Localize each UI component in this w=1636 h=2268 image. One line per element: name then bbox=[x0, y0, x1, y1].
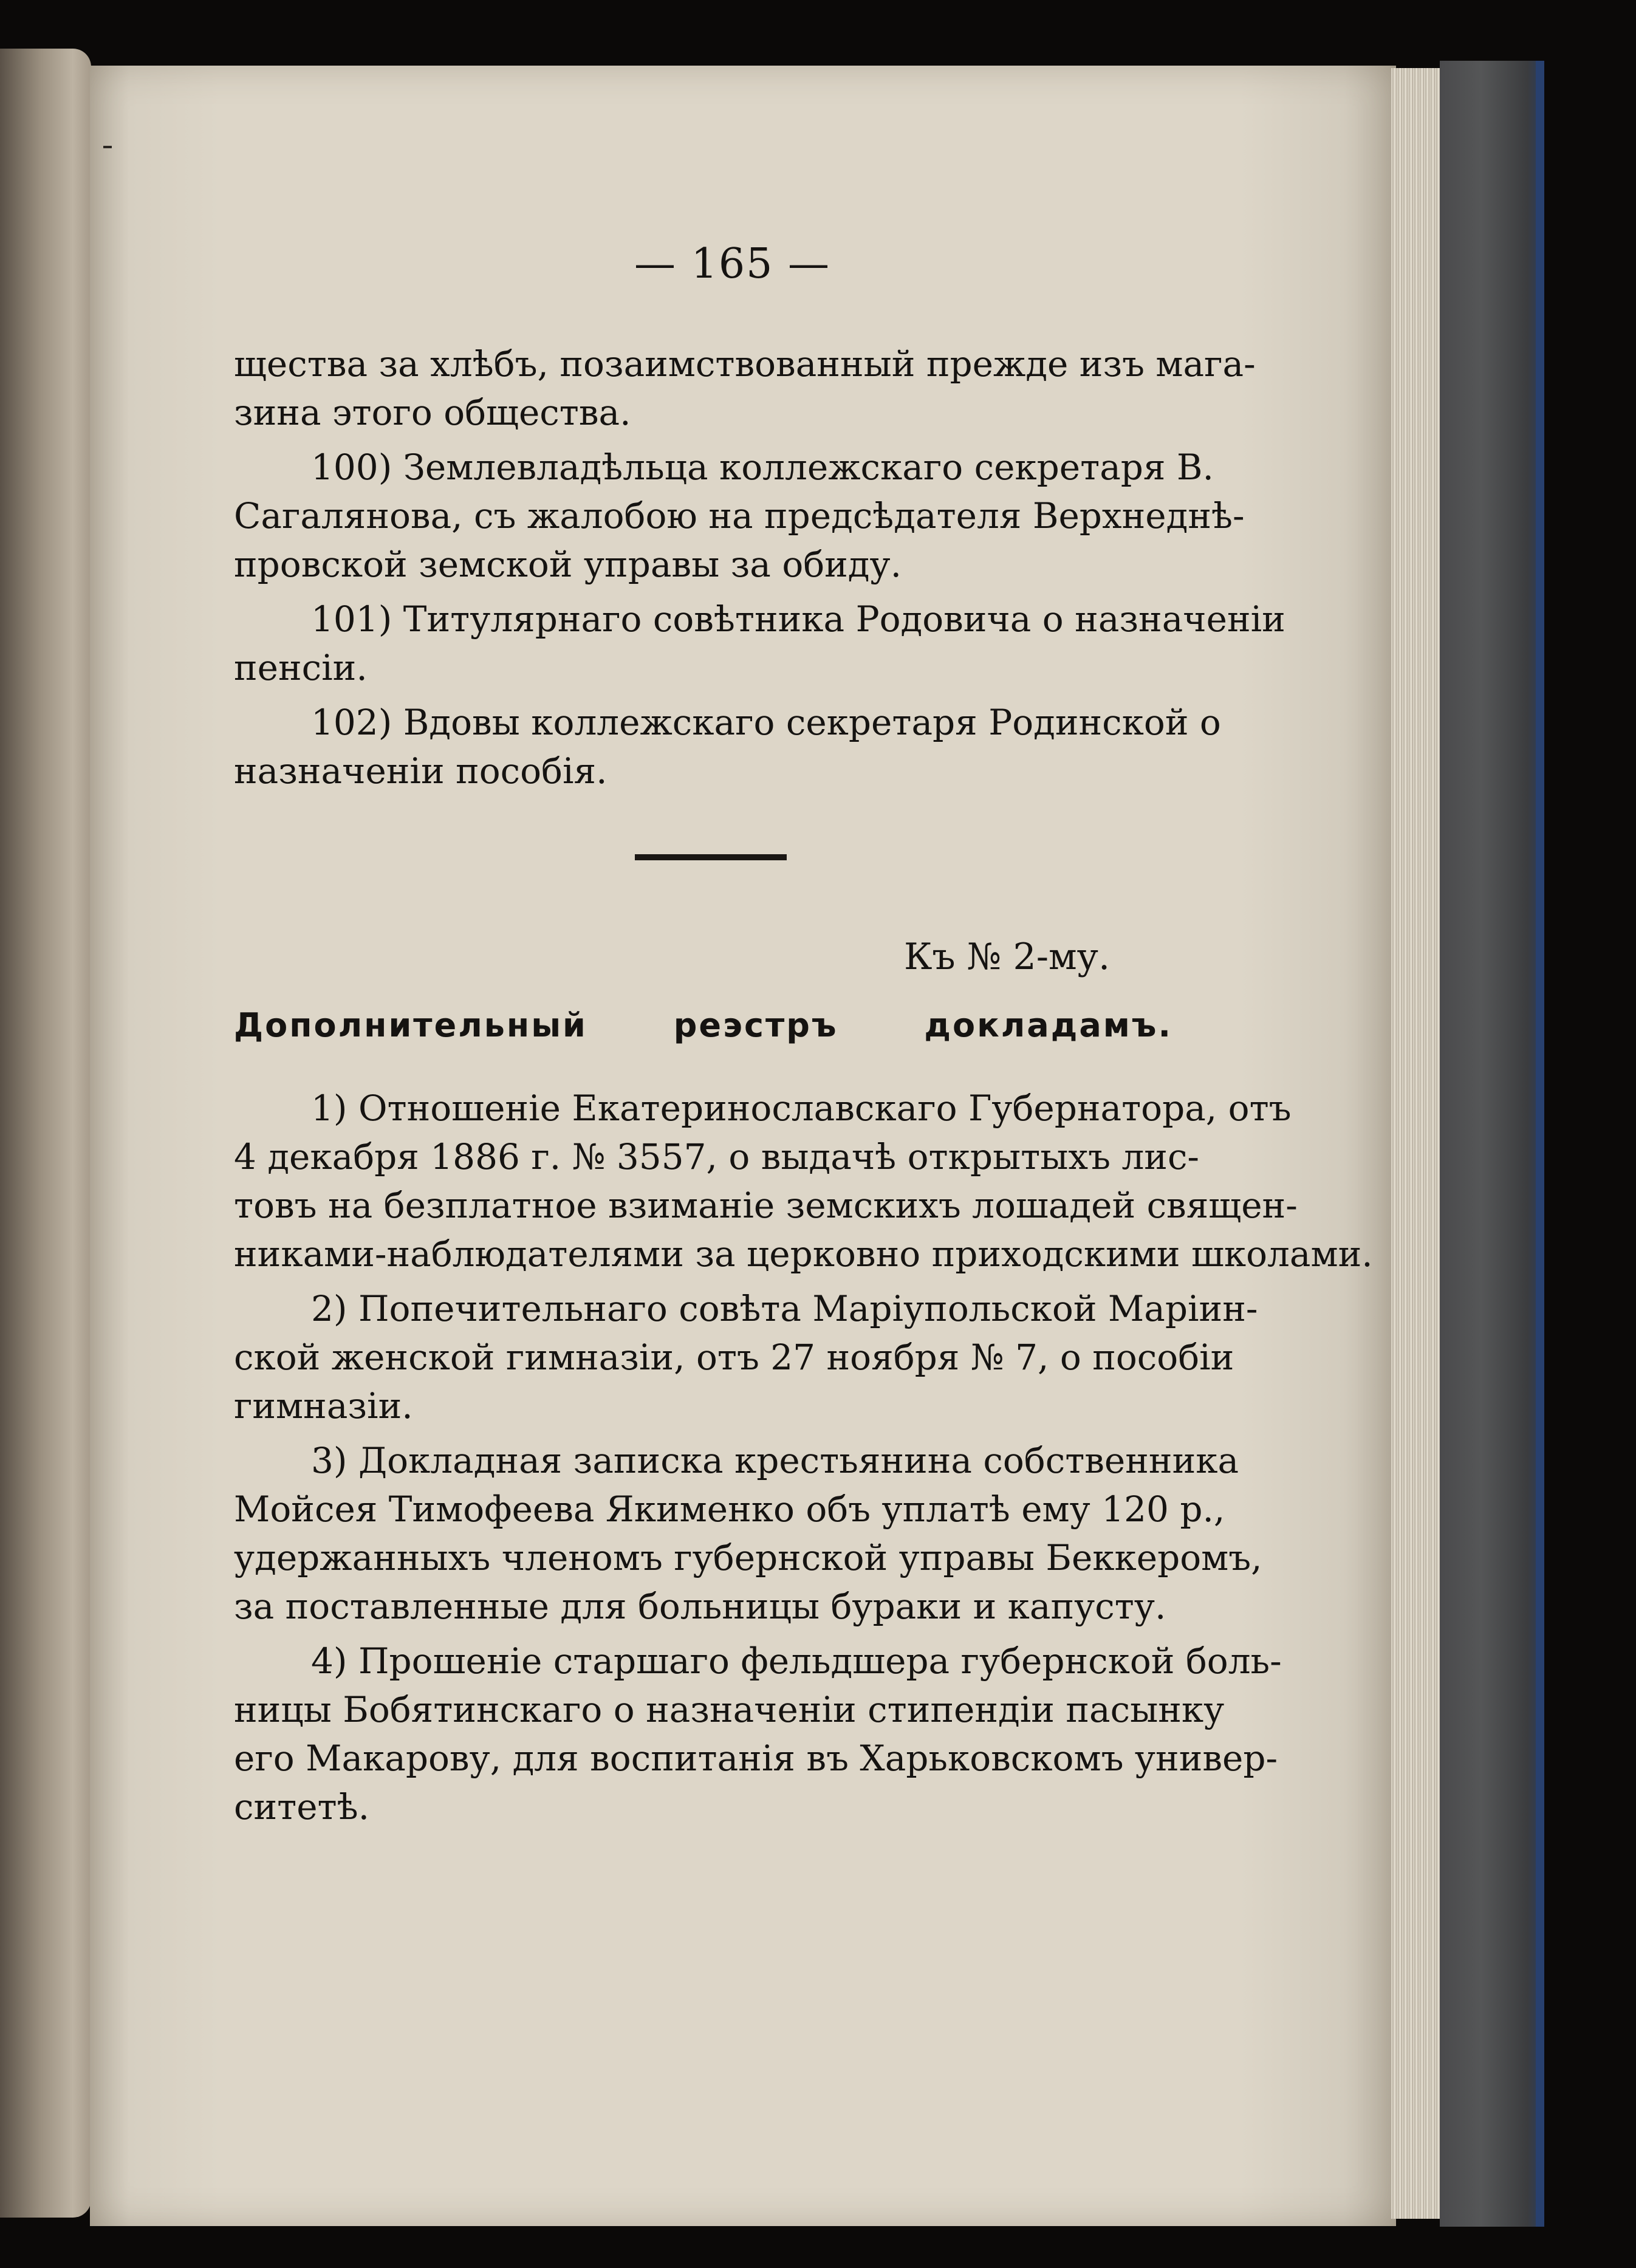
text-line: 3) Докладная записка крестьянина собственника bbox=[311, 1440, 1239, 1481]
reference-label: Къ № 2-му. bbox=[904, 936, 1111, 978]
text-line: никами-наблюдателями за церковно приходскими школами. bbox=[234, 1233, 1373, 1275]
text-line: 102) Вдовы коллежскаго секретаря Родинской о bbox=[311, 702, 1221, 743]
text-line: 4) Прошеніе старшаго фельдшера губернской боль- bbox=[311, 1640, 1282, 1682]
book-cover bbox=[1440, 61, 1543, 2227]
text-line: гимназіи. bbox=[234, 1385, 413, 1427]
text-line: 101) Титулярнаго совѣтника Родовича о назначеніи bbox=[311, 598, 1285, 640]
text-line: Мойсея Тимофеева Якименко объ уплатѣ ему 120 р., bbox=[234, 1489, 1225, 1530]
text-line: зина этого общества. bbox=[234, 392, 631, 433]
text-line: 1) Отношеніе Екатеринославскаго Губернатора, отъ bbox=[311, 1088, 1292, 1129]
section-heading: Дополнительный реэстръ докладамъ. bbox=[234, 1006, 1172, 1044]
text-line: Сагалянова, съ жалобою на предсѣдателя Верхнеднѣ- bbox=[234, 495, 1245, 536]
text-line: удержанныхъ членомъ губернской управы Беккеромъ, bbox=[234, 1537, 1262, 1578]
text-line: ситетѣ. bbox=[234, 1786, 370, 1828]
text-line: ской женской гимназіи, отъ 27 ноября № 7, о пособіи bbox=[234, 1337, 1234, 1378]
text-line: ницы Бобятинскаго о назначеніи стипендіи пасынку bbox=[234, 1689, 1225, 1730]
text-line: провской земской управы за обиду. bbox=[234, 544, 902, 585]
section-divider bbox=[635, 854, 787, 860]
page-edges bbox=[1391, 68, 1440, 2219]
text-line: назначеніи пособія. bbox=[234, 750, 608, 792]
text-line: 100) Землевладѣльца коллежскаго секретаря В. bbox=[311, 447, 1214, 488]
page-number: — 165 — bbox=[634, 240, 831, 288]
text-line: товъ на безплатное взиманіе земскихъ лошадей священ- bbox=[234, 1185, 1298, 1226]
text-line: 2) Попечительнаго совѣта Маріупольской Маріин- bbox=[311, 1288, 1258, 1329]
previous-page-edge bbox=[0, 49, 91, 2218]
text-line: щества за хлѣбъ, позаимствованный прежде изъ мага- bbox=[234, 343, 1256, 385]
text-line: его Макарову, для воспитанія въ Харьковскомъ универ- bbox=[234, 1738, 1278, 1779]
margin-mark bbox=[103, 146, 112, 148]
text-line: 4 декабря 1886 г. № 3557, о выдачѣ открытыхъ лис- bbox=[234, 1136, 1200, 1177]
text-line: пенсіи. bbox=[234, 647, 368, 688]
cover-binding bbox=[1536, 61, 1544, 2227]
text-line: за поставленные для больницы бураки и капусту. bbox=[234, 1586, 1166, 1627]
